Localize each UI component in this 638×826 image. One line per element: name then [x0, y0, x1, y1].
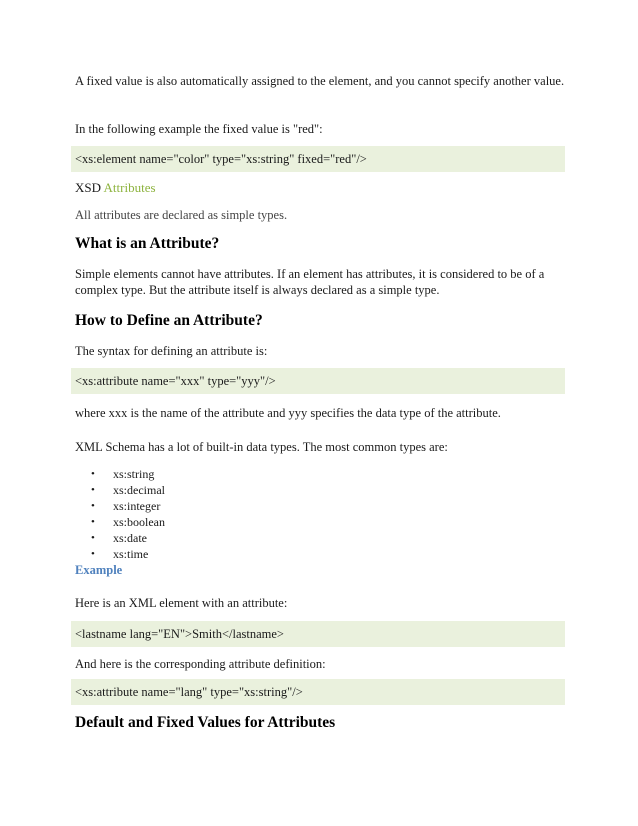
paragraph-corresponding: And here is the corresponding attribute definition: — [75, 657, 326, 671]
code-block-attribute-lang: <xs:attribute name="lang" type="xs:string"/> — [71, 679, 565, 705]
code-block-element-fixed: <xs:element name="color" type="xs:string" fixed="red"/> — [71, 146, 565, 172]
bullet-icon: • — [91, 548, 95, 560]
list-item — [75, 546, 165, 562]
example-heading: Example — [75, 563, 123, 577]
paragraph-all-attributes: All attributes are declared as simple types. — [75, 208, 288, 222]
list-item — [75, 466, 165, 482]
heading-how-to-define: How to Define an Attribute? — [75, 312, 263, 329]
bullet-icon: • — [91, 500, 95, 512]
type-label: xs:string — [113, 467, 155, 481]
type-label: xs:time — [113, 547, 149, 561]
xsd-attributes-link[interactable]: Attributes — [103, 180, 156, 195]
heading-default-fixed-values: Default and Fixed Values for Attributes — [75, 714, 336, 731]
list-item — [75, 498, 165, 514]
type-label: xs:integer — [113, 499, 161, 513]
bullet-icon: • — [91, 532, 95, 544]
bullet-icon: • — [91, 484, 95, 496]
paragraph-where: where xxx is the name of the attribute and yyy specifies the data type of the attribute. — [75, 406, 501, 420]
type-label: xs:decimal — [113, 483, 165, 497]
paragraph-builtin-types: XML Schema has a lot of built-in data types. The most common types are: — [75, 440, 448, 454]
bullet-icon: • — [91, 468, 95, 480]
paragraph-xml-element: Here is an XML element with an attribute: — [75, 596, 288, 610]
list-item — [75, 530, 165, 546]
code-block-attribute-syntax: <xs:attribute name="xxx" type="yyy"/> — [71, 368, 565, 394]
types-list — [75, 466, 165, 562]
bullet-icon: • — [91, 516, 95, 528]
paragraph-syntax: The syntax for defining an attribute is: — [75, 344, 268, 358]
type-label: xs:boolean — [113, 515, 165, 529]
list-item — [75, 482, 165, 498]
code-block-lastname: <lastname lang="EN">Smith</lastname> — [71, 621, 565, 647]
type-label: xs:date — [113, 531, 147, 545]
heading-what-is-attribute: What is an Attribute? — [75, 235, 220, 252]
xsd-prefix: XSD — [75, 180, 104, 195]
xsd-attributes-line — [75, 180, 567, 196]
paragraph-simple-elements: Simple elements cannot have attributes. If an element has attributes, it is considered to be of a complex type. But the attribute itself is always declared as a simple type. — [75, 267, 545, 297]
list-item — [75, 514, 165, 530]
paragraph-example-intro: In the following example the fixed value is "red": — [75, 122, 323, 136]
paragraph-fixed-value: A fixed value is also automatically assigned to the element, and you cannot specify another value. — [75, 74, 565, 88]
